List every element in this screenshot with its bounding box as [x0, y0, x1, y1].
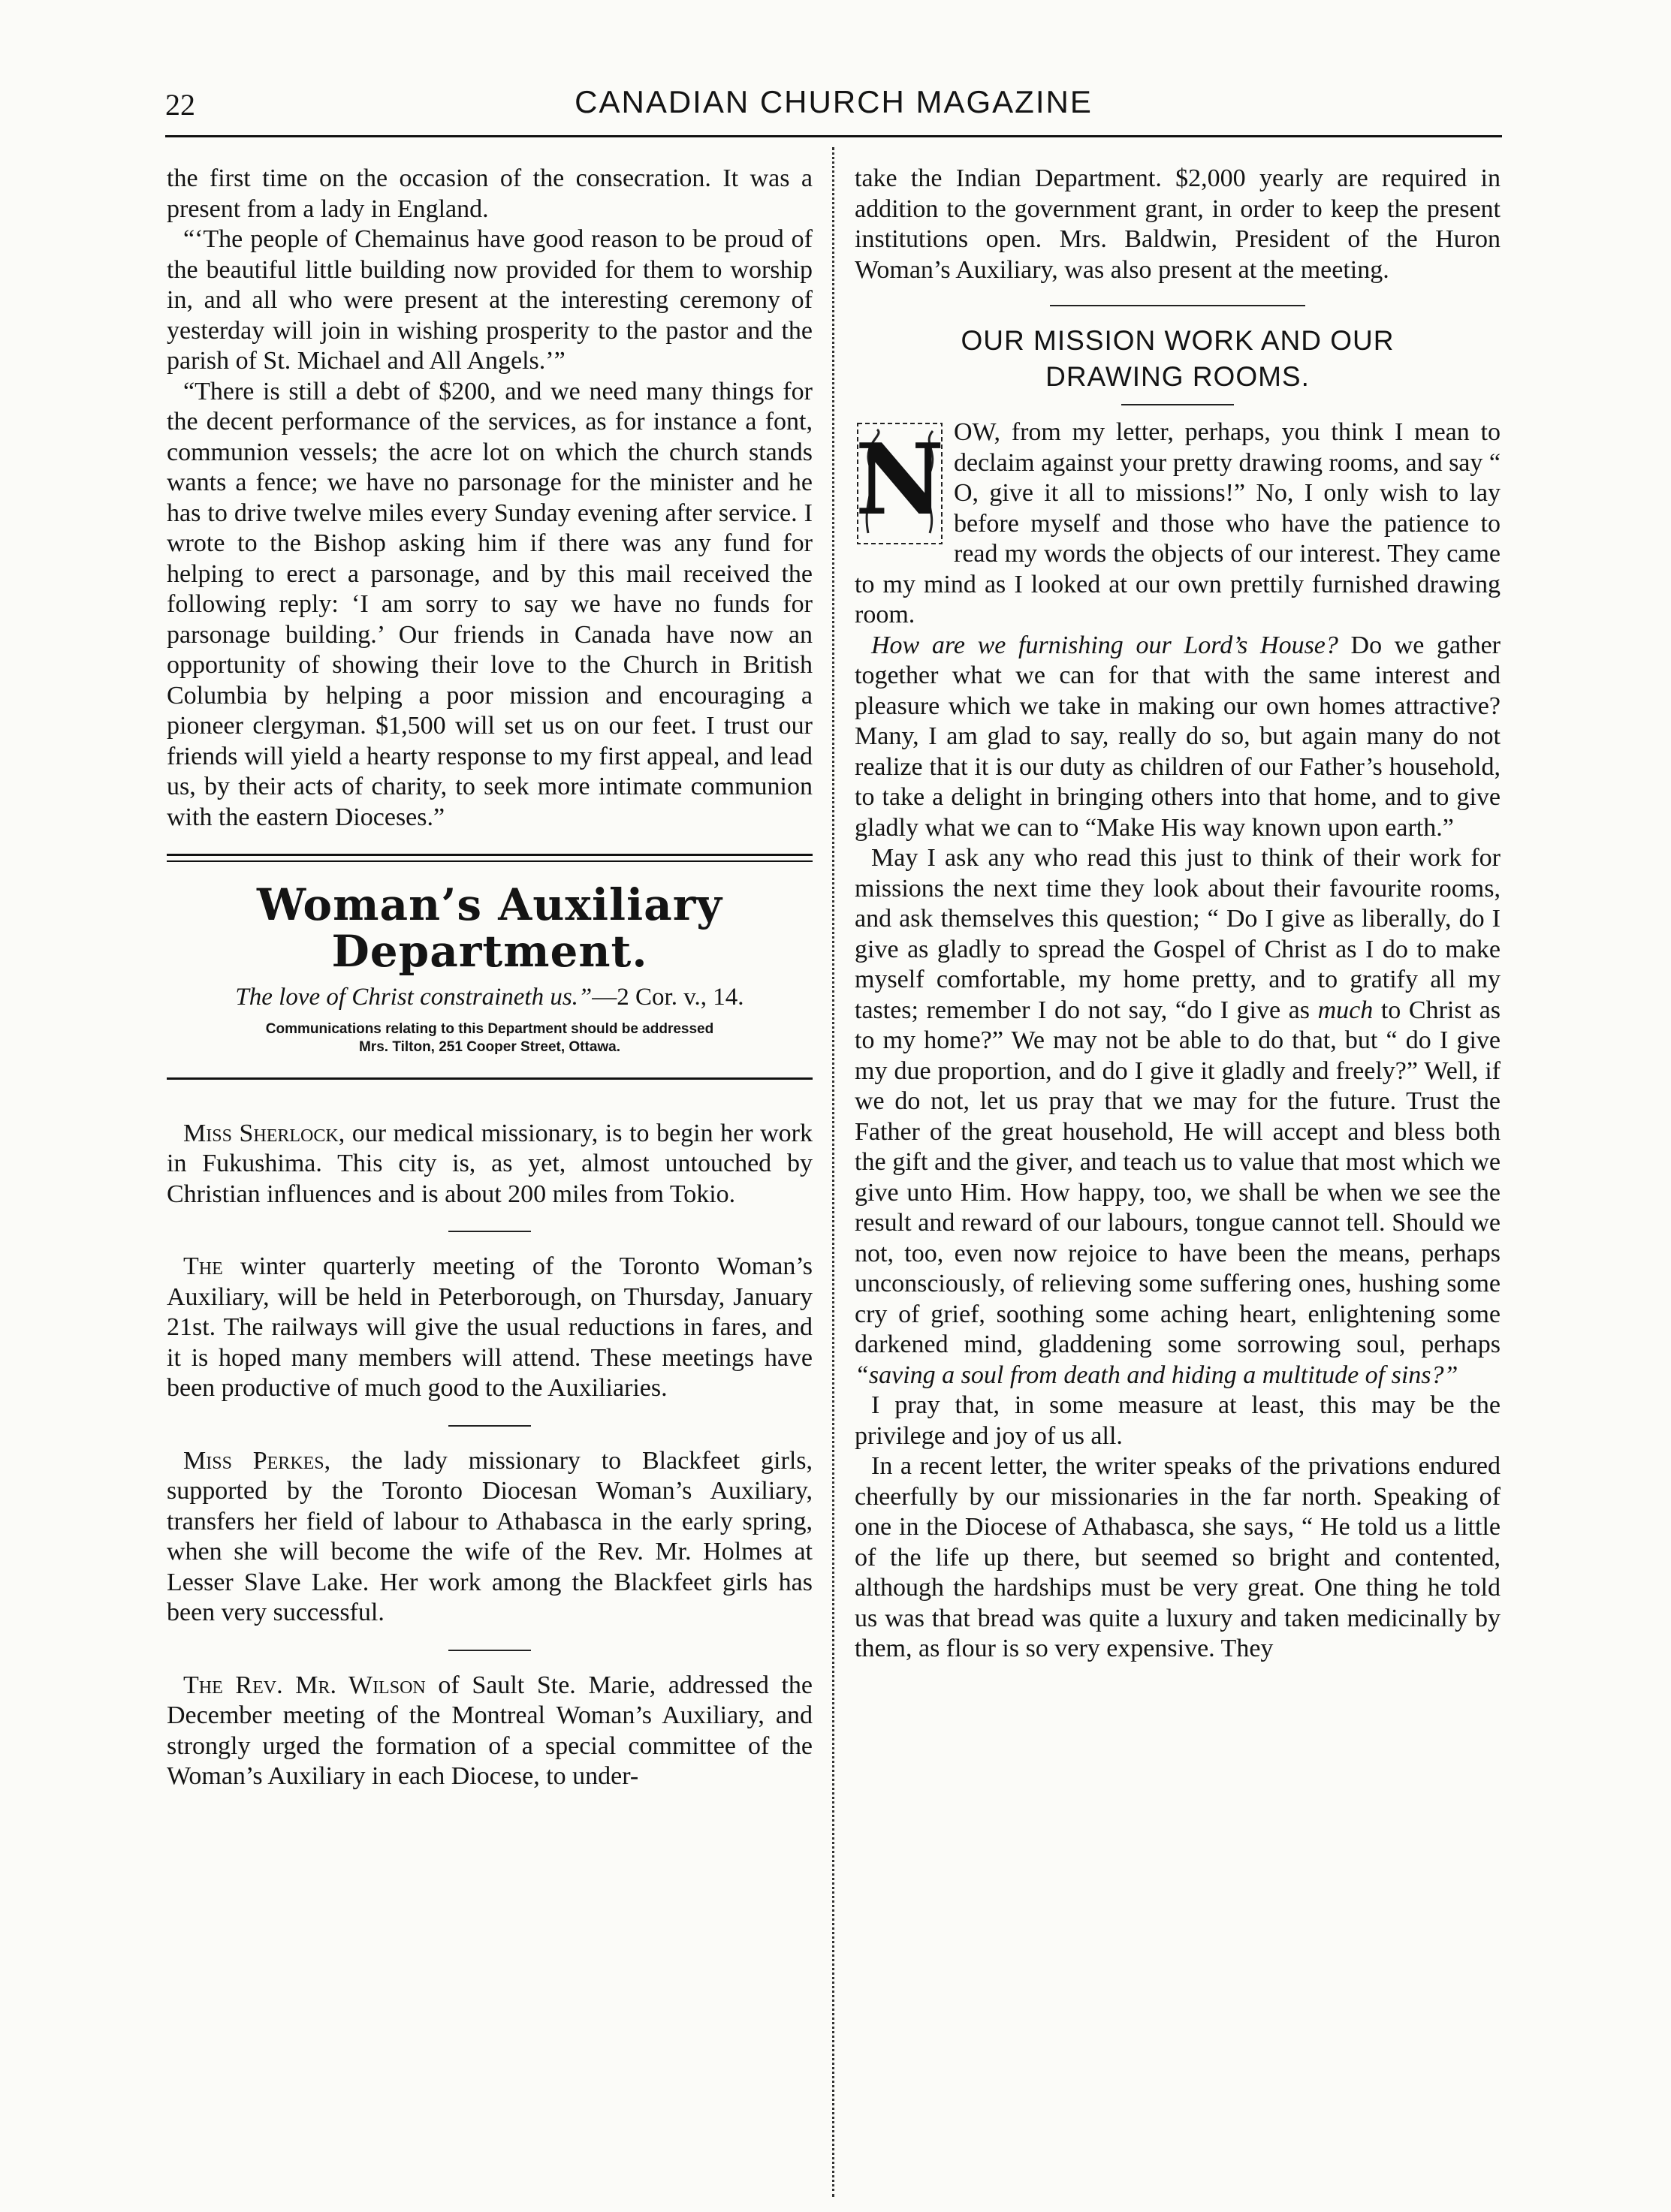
- article-title: [855, 323, 1501, 395]
- item-lead: The Rev. Mr. Wilson: [183, 1671, 426, 1699]
- item-lead: Miss Perkes,: [183, 1446, 331, 1475]
- paragraph-text-a: May I ask any who read this just to think of their work for missions the next time they look about their favourite rooms, and ask themselves this question; “ Do I give as liberally, do I give as gladly to spread the Gospel of Christ as I do to make myself comfortable, my home pretty, and to gratify all my tastes; remember I do not say, “do I give as: [855, 844, 1501, 1024]
- continued-paragraph: the first time on the occasion of the consecration. It was a present from a lady in England.: [167, 164, 813, 223]
- motto-reference: —2 Cor. v., 14.: [592, 984, 744, 1011]
- column-divider: [832, 147, 834, 2197]
- header-rule: [165, 135, 1502, 137]
- italic-quote: “saving a soul from death and hiding a multitude of sins?”: [855, 1361, 1458, 1389]
- item-text: the lady missionary to Blackfeet girls, supported by the Toronto Diocesan Woman’s Auxiliary, transfers her field of labour to Athabasca in the early spring, when she will become the wife of the Rev. Mr. Holmes at Lesser Slave Lake. Her work among the Blackfeet girls has been very successful.: [167, 1446, 813, 1626]
- news-item-quarterly-meeting: [167, 1252, 813, 1404]
- notice-line-2: Mrs. Tilton, 251 Cooper Street, Ottawa.: [358, 1038, 621, 1055]
- motto-text: The love of Christ constraineth us.”: [235, 984, 593, 1011]
- reflection-paragraph: [855, 843, 1501, 1391]
- section-rule: [167, 1077, 813, 1080]
- magazine-title: CANADIAN CHURCH MAGAZINE: [575, 84, 1093, 119]
- item-text: of Sault Ste. Marie, addressed the December meeting of the Montreal Woman’s Auxiliary, and strongly urged the formation of a special committee of the Woman’s Auxiliary in each Diocese, to under-: [167, 1671, 813, 1790]
- page-number: 22: [165, 88, 195, 122]
- item-lead: The: [183, 1252, 223, 1280]
- continued-paragraph: take the Indian Department. $2,000 yearly are required in addition to the government grant, in order to keep the present institutions open. Mrs. Baldwin, President of the Huron Woman’s Auxiliary, was also present at the meeting.: [855, 164, 1501, 284]
- item-separator: [448, 1650, 531, 1651]
- paragraph-text: Do we gather together what we can for that with the same interest and pleasure which we take in making our own homes attractive? Many, I am glad to say, really do so, but again many do not realize that it is our duty as children of our Father’s household, to take a delight in bringing others into that home, and to give gladly what we can to “Make His way known upon earth.”: [855, 631, 1501, 842]
- prayer-paragraph: I pray that, in some measure at least, this may be the privilege and joy of us all.: [855, 1391, 1501, 1450]
- communications-notice: [167, 1020, 813, 1056]
- letter-paragraph: “There is still a debt of $200, and we need many things for the decent performance of the services, as for instance a font, communion vessels; the acre lot on which the church stands wants a fence; we have no parsonage for the minister and he has to drive twelve miles every Sunday evening after service. I wrote to the Bishop asking him if there was any fund for helping to erect a parsonage, and by this mail received the following reply: ‘I am sorry to say we have no funds for parsonage building.’ Our friends in Canada have now an opportunity of showing their love to the Church in British Columbia by helping a poor mission and encouraging a pioneer clergyman. $1,500 will set us on our feet. I trust our friends will yield a hearty response to my first appeal, and lead us, by their acts of charity, to seek more intimate communion with the eastern Dioceses.”: [167, 377, 813, 831]
- news-item-sherlock: [167, 1119, 813, 1210]
- quote-paragraph: “‘The people of Chemainus have good reason to be proud of the beautiful little building now provided for them to worship in, and all who were present at the interesting ceremony of yesterday will join in wishing prosperity to the pastor and the parish of St. Michael and All Angels.’”: [167, 225, 813, 375]
- dropcap-letter: N: [855, 422, 945, 537]
- paragraph-text-b: to Christ as to my home?” We may not be able to do that, but “ do I give my due proportion, and do I give it gladly and freely?” Well, if we do not, let us pray that we may for the future. Trust the Father of the great household, He will accept and bless both the gift and the giver, and teach us to value that most which we give unto Him. How happy, too, we shall be when we see the result and reward of our labours, tongue cannot tell. Should we not, too, even now rejoice to have been the means, perhaps unconsciously, of relieving some suffering ones, hushing some cry of grief, soothing some aching heart, enlightening some darkened mind, gladdening some sorrowing soul, perhaps: [855, 996, 1501, 1358]
- right-column: [855, 164, 1501, 1665]
- item-text: winter quarterly meeting of the Toronto Woman’s Auxiliary, will be held in Peterborough, on Thursday, January 21st. The railways will give the usual reductions in fares, and it is hoped many members will attend. These meetings have been productive of much good to the Auxiliaries.: [167, 1252, 813, 1402]
- question-paragraph: [855, 631, 1501, 844]
- section-motto: [167, 982, 813, 1013]
- section-double-rule: [167, 854, 813, 862]
- running-head: [165, 84, 1502, 129]
- italic-question: How are we furnishing our Lord’s House?: [871, 631, 1338, 659]
- news-item-perkes: [167, 1446, 813, 1629]
- article-title-line-1: OUR MISSION WORK AND OUR: [961, 325, 1395, 356]
- article-separator: [1050, 305, 1305, 306]
- item-separator: [448, 1231, 531, 1232]
- opening-text: OW, from my letter, perhaps, you think I mean to declaim against your pretty drawing rooms, and say “ O, give it all to missions!” No, I only wish to lay before myself and those who have the patience to read my words the objects of our interest. They came to my mind as I looked at our own prettily furnished drawing room.: [855, 418, 1501, 628]
- left-column: [167, 164, 813, 1792]
- article-title-line-2: DRAWING ROOMS.: [1045, 361, 1310, 392]
- italic-word: much: [1317, 996, 1374, 1024]
- letter-excerpt-paragraph: In a recent letter, the writer speaks of the privations endured cheerfully by our missionaries in the far north. Speaking of one in the Diocese of Athabasca, she says, “ He told us a little of the life up there, but seemed so bright and contented, although the hardships must be very great. One thing he told us was that bread was quite a luxury and taken medicinally by them, as flour is so very expensive. They: [855, 1452, 1501, 1662]
- news-item-wilson: [167, 1671, 813, 1792]
- dropcap-ornament-icon: [855, 420, 945, 547]
- item-separator: [448, 1425, 531, 1427]
- notice-line-1: Communications relating to this Department should be addressed: [265, 1020, 714, 1037]
- item-lead: Miss Sherlock,: [183, 1119, 345, 1147]
- ornamental-dropcap: [855, 420, 945, 547]
- title-rule: [1121, 404, 1234, 405]
- article-opening-paragraph: [855, 417, 1501, 631]
- item-text: our medical missionary, is to begin her work in Fukushima. This city is, as yet, almost untouched by Christian influences and is about 200 miles from Tokio.: [167, 1119, 813, 1208]
- section-heading: Woman’s Auxiliary Department.: [257, 879, 722, 977]
